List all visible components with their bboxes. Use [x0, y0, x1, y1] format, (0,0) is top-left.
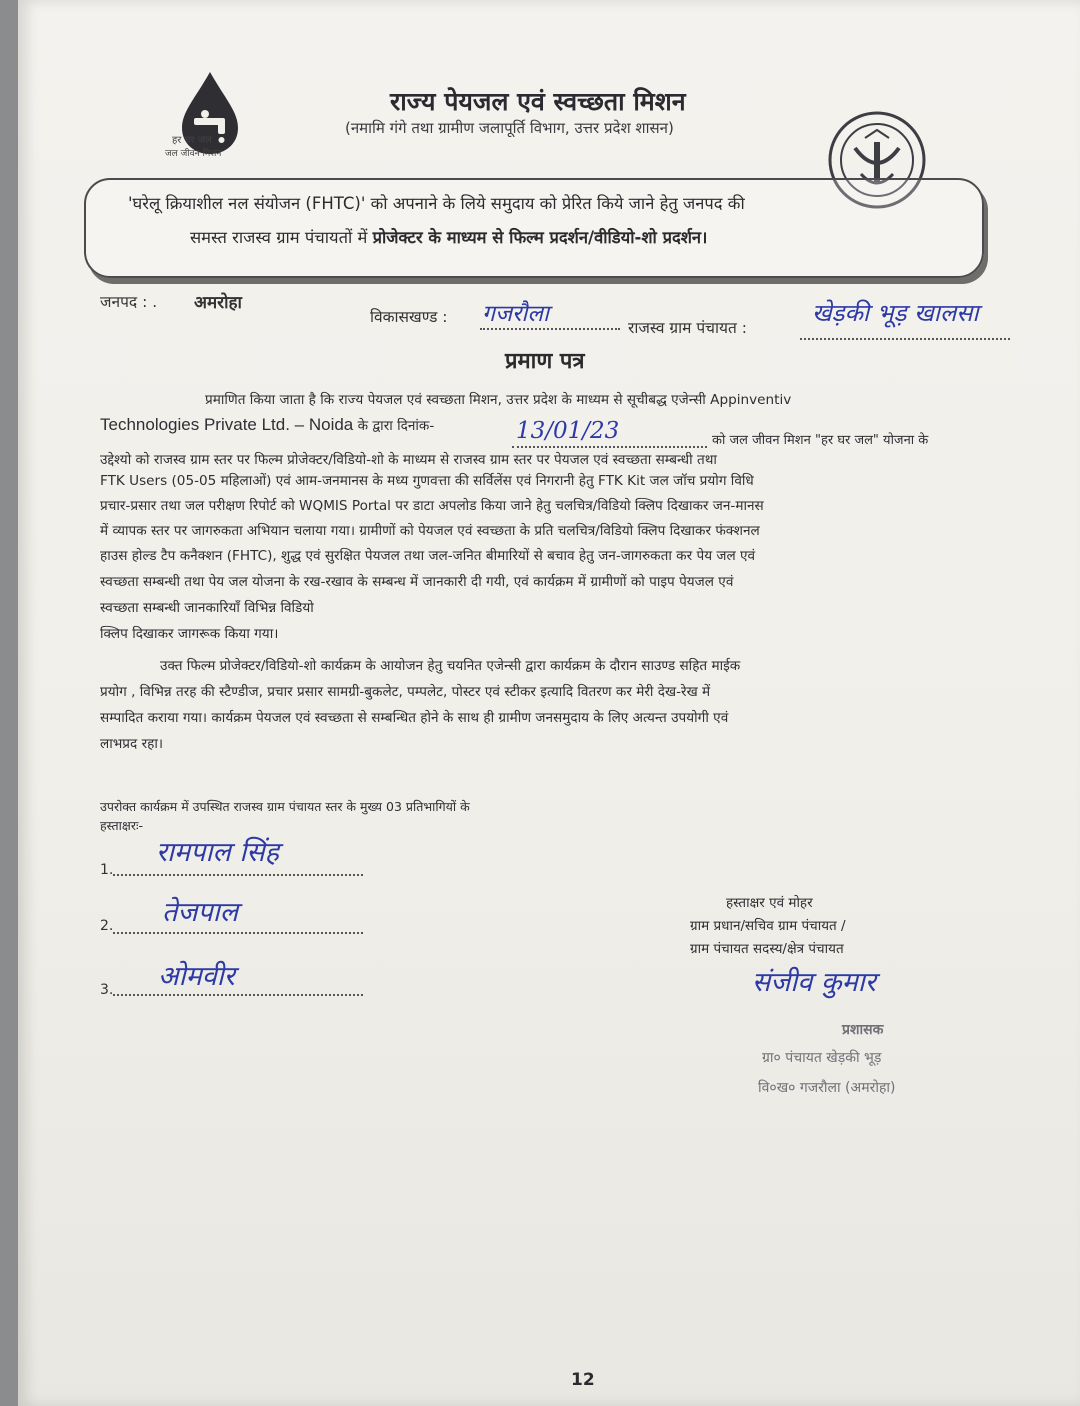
- para1-line-5: प्रचार-प्रसार तथा जल परीक्षण रिपोर्ट को WQMIS Portal पर डाटा अपलोड किया जाने हेतु चलचित्र/विडियो क्लिप दिखाकर जन-मानस: [100, 498, 764, 514]
- para1-line-9: स्वच्छता सम्बन्धी जानकारियाँ विभिन्न विडियो: [100, 600, 314, 616]
- district-value: अमरोहा: [194, 293, 242, 313]
- program-date: 13/01/23: [516, 418, 620, 444]
- para1-line-4: FTK Users (05-05 महिलाओं) एवं आम-जनमानस के मध्य गुणवत्ता की सर्विलेंस एवं निगरानी हेतु FTK Kit जल जॉच प्रयोग विधि: [100, 473, 754, 489]
- para1-line-2-end: को जल जीवन मिशन "हर घर जल" योजना के: [712, 433, 929, 448]
- para2-line-2: प्रयोग , विभिन्न तरह की स्टैण्डीज, प्रचार प्रसार सामग्री-बुकलेट, पम्पलेट, पोस्टर एवं स्टीकर इत्यादि वितरण कर मेरी देख-रेख में: [100, 684, 711, 700]
- panchayat-dotted-line: [800, 338, 1010, 340]
- banner-line-2: [190, 225, 707, 248]
- block-label: विकासखण्ड :: [370, 308, 448, 326]
- banner-line-1: 'घरेलू क्रियाशील नल संयोजन (FHTC)' को अपनाने के लिये समुदाय को प्रेरित किये जाने हेतु जनपद की: [128, 194, 745, 213]
- block-dotted-line: [480, 328, 620, 330]
- date-dotted-line: [512, 446, 707, 448]
- para1-line-2: [100, 414, 434, 437]
- signatures-intro-1: उपरोक्त कार्यक्रम में उपस्थित राजस्व ग्राम पंचायत स्तर के मुख्य 03 प्रतिभागियों के: [100, 799, 470, 814]
- page-number: 12: [571, 1370, 595, 1390]
- signature-1-dotted-line: [113, 874, 363, 876]
- signature-3-dotted-line: [113, 994, 363, 996]
- signature-2-name: तेजपाल: [162, 897, 239, 928]
- block-value: गजरौला: [482, 301, 549, 327]
- certificate-title: प्रमाण पत्र: [505, 349, 585, 374]
- signature-3-number: 3.: [100, 982, 114, 998]
- signature-2-dotted-line: [113, 932, 363, 934]
- para1-line-8: स्वच्छता सम्बन्धी तथा पेय जल योजना के रख-रखाव के सम्बन्ध में जानकारी दी गयी, एवं कार्यक्रम में ग्रामीणों को पाइप पेयजल एवं: [100, 574, 734, 590]
- para1-line-1: प्रमाणित किया जाता है कि राज्य पेयजल एवं स्वच्छता मिशन, उत्तर प्रदेश के माध्यम से सूचीबद्ध एजेन्सी Appinventiv: [205, 392, 792, 408]
- department-title: राज्य पेयजल एवं स्वच्छता मिशन: [390, 87, 686, 116]
- jal-jeevan-mission-logo: [160, 66, 260, 176]
- para1-line-2-mid: के द्वारा दिनांक-: [357, 418, 435, 434]
- authority-line-1: हस्ताक्षर एवं मोहर: [726, 895, 813, 911]
- banner-line-2-plain: समस्त राजस्व ग्राम पंचायतों में: [190, 228, 368, 247]
- signature-2-number: 2.: [100, 918, 114, 934]
- para1-line-7: हाउस होल्ड टैप कनैक्शन (FHTC), शुद्ध एवं सुरक्षित पेयजल तथा जल-जनित बीमारियों से बचाव हेतु जन-जागरुकता कर पेय जल एवं: [100, 548, 756, 564]
- banner-line-2-bold: प्रोजेक्टर के माध्यम से फिल्म प्रदर्शन/वीडियो-शो प्रदर्शन।: [372, 228, 708, 247]
- authority-line-2: ग्राम प्रधान/सचिव ग्राम पंचायत /: [690, 918, 846, 934]
- signature-1-number: 1.: [100, 862, 114, 878]
- signature-3-name: ओमवीर: [158, 961, 235, 992]
- district-label: जनपद : .: [100, 293, 158, 311]
- para1-line-6: में व्यापक स्तर पर जागरुकता अभियान चलाया गया। ग्रामीणों को पेयजल एवं स्वच्छता के प्रति चलचित्र/विडियो क्लिप दिखाकर फंक्शनल: [100, 523, 760, 539]
- stamp-line-3: वि०ख० गजरौला (अमरोहा): [758, 1080, 896, 1096]
- para2-line-3: सम्पादित कराया गया। कार्यक्रम पेयजल एवं स्वच्छता से सम्बन्धित होने के साथ ही ग्रामीण जनसमुदाय के लिए अत्यन्त उपयोगी एवं: [100, 710, 729, 726]
- panchayat-label: राजस्व ग्राम पंचायत :: [628, 319, 748, 337]
- para2-line-4: लाभप्रद रहा।: [100, 736, 164, 752]
- logo-caption-2: जल जीवन मिशन: [165, 149, 222, 159]
- stamp-line-1: प्रशासक: [842, 1022, 884, 1038]
- authority-signature: संजीव कुमार: [752, 967, 876, 998]
- stamp-line-2: ग्रा० पंचायत खेड़की भूड़: [762, 1050, 882, 1066]
- department-subtitle: (नमामि गंगे तथा ग्रामीण जलापूर्ति विभाग, उत्तर प्रदेश शासन): [345, 119, 674, 137]
- para1-line-3: उद्देश्यो को राजस्व ग्राम स्तर पर फिल्म प्रोजेक्टर/विडियो-शो के माध्यम से राजस्व ग्राम स्तर पर पेयजल एवं स्वच्छता सम्बन्धी तथा: [100, 452, 717, 468]
- agency-name: Technologies Private Ltd. – Noida: [100, 415, 354, 434]
- authority-line-3: ग्राम पंचायत सदस्य/क्षेत्र पंचायत: [690, 941, 844, 957]
- para1-line-10: क्लिप दिखाकर जागरूक किया गया।: [100, 626, 279, 642]
- logo-caption-1: हर घर जल: [172, 135, 212, 146]
- para2-line-1: उक्त फिल्म प्रोजेक्टर/विडियो-शो कार्यक्रम के आयोजन हेतु चयनित एजेन्सी द्वारा कार्यक्रम के दौरान साउण्ड सहित माईक: [160, 658, 741, 674]
- panchayat-value: खेड़की भूड़ खालसा: [812, 299, 979, 327]
- signature-1-name: रामपाल सिंह: [156, 837, 279, 868]
- signatures-intro-2: हस्ताक्षरः-: [100, 818, 143, 833]
